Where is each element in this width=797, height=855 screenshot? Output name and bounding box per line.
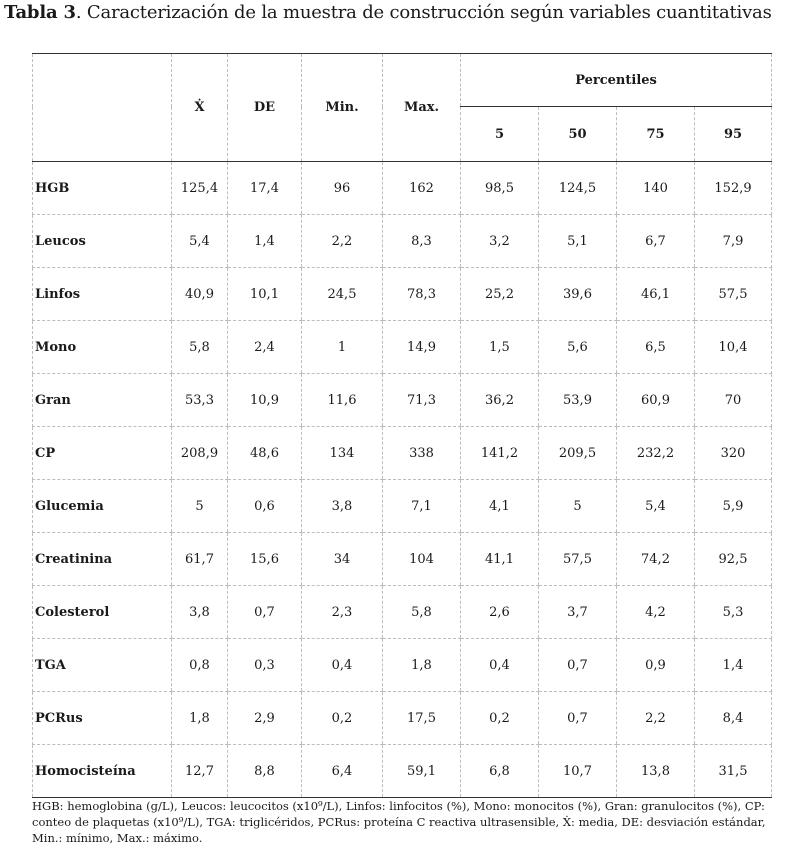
cell-p95: 31,5	[695, 745, 772, 798]
table-row	[33, 215, 772, 268]
cell-p50: 39,6	[539, 268, 617, 321]
table-row	[33, 586, 772, 639]
cell-p75: 140	[617, 162, 695, 215]
cell-min: 2,3	[302, 586, 383, 639]
cell-de: 48,6	[228, 427, 302, 480]
header-row-top	[33, 54, 772, 107]
cell-max: 162	[383, 162, 461, 215]
row-label: PCRus	[33, 692, 172, 745]
cell-min: 2,2	[302, 215, 383, 268]
header-p5: 5	[461, 107, 539, 162]
cell-mean: 12,7	[172, 745, 228, 798]
cell-de: 0,7	[228, 586, 302, 639]
cell-p5: 98,5	[461, 162, 539, 215]
cell-mean: 5	[172, 480, 228, 533]
cell-p75: 6,7	[617, 215, 695, 268]
cell-p95: 8,4	[695, 692, 772, 745]
row-label: Gran	[33, 374, 172, 427]
cell-p95: 5,9	[695, 480, 772, 533]
cell-p50: 5,1	[539, 215, 617, 268]
cell-p95: 70	[695, 374, 772, 427]
cell-mean: 61,7	[172, 533, 228, 586]
cell-p5: 141,2	[461, 427, 539, 480]
table-row	[33, 692, 772, 745]
cell-min: 34	[302, 533, 383, 586]
cell-max: 14,9	[383, 321, 461, 374]
cell-p50: 5	[539, 480, 617, 533]
cell-max: 59,1	[383, 745, 461, 798]
cell-p50: 0,7	[539, 639, 617, 692]
cell-p5: 2,6	[461, 586, 539, 639]
cell-mean: 0,8	[172, 639, 228, 692]
cell-de: 1,4	[228, 215, 302, 268]
table-row	[33, 162, 772, 215]
cell-de: 2,4	[228, 321, 302, 374]
cell-max: 17,5	[383, 692, 461, 745]
cell-p5: 4,1	[461, 480, 539, 533]
cell-p50: 124,5	[539, 162, 617, 215]
header-variable	[33, 54, 172, 162]
cell-p5: 0,2	[461, 692, 539, 745]
cell-de: 10,1	[228, 268, 302, 321]
header-min: Min.	[302, 54, 383, 162]
cell-p5: 0,4	[461, 639, 539, 692]
cell-p75: 6,5	[617, 321, 695, 374]
cell-p5: 25,2	[461, 268, 539, 321]
cell-de: 0,3	[228, 639, 302, 692]
cell-min: 11,6	[302, 374, 383, 427]
table-caption	[4, 2, 772, 23]
row-label: Colesterol	[33, 586, 172, 639]
cell-min: 134	[302, 427, 383, 480]
cell-max: 7,1	[383, 480, 461, 533]
cell-mean: 5,4	[172, 215, 228, 268]
cell-p50: 3,7	[539, 586, 617, 639]
table-title: . Caracterización de la muestra de construcción según variables cuantitativas	[75, 2, 772, 23]
table-number: Tabla 3	[4, 2, 76, 23]
table-row	[33, 639, 772, 692]
cell-mean: 5,8	[172, 321, 228, 374]
header-de: DE	[228, 54, 302, 162]
cell-p50: 0,7	[539, 692, 617, 745]
cell-p5: 6,8	[461, 745, 539, 798]
cell-p5: 3,2	[461, 215, 539, 268]
cell-p50: 5,6	[539, 321, 617, 374]
table-body	[33, 162, 772, 798]
row-label: Homocisteína	[33, 745, 172, 798]
header-percentiles: Percentiles	[461, 54, 772, 107]
cell-max: 71,3	[383, 374, 461, 427]
cell-mean: 125,4	[172, 162, 228, 215]
cell-min: 6,4	[302, 745, 383, 798]
table-row	[33, 533, 772, 586]
cell-max: 78,3	[383, 268, 461, 321]
header-max: Max.	[383, 54, 461, 162]
table-row	[33, 268, 772, 321]
header-mean: Ẋ	[172, 54, 228, 162]
cell-p75: 2,2	[617, 692, 695, 745]
cell-max: 8,3	[383, 215, 461, 268]
cell-p95: 152,9	[695, 162, 772, 215]
cell-p50: 209,5	[539, 427, 617, 480]
table-row	[33, 321, 772, 374]
cell-de: 10,9	[228, 374, 302, 427]
cell-p5: 1,5	[461, 321, 539, 374]
header-p95: 95	[695, 107, 772, 162]
cell-min: 0,4	[302, 639, 383, 692]
cell-max: 104	[383, 533, 461, 586]
data-table-container	[32, 53, 771, 798]
cell-min: 1	[302, 321, 383, 374]
cell-mean: 53,3	[172, 374, 228, 427]
cell-p50: 10,7	[539, 745, 617, 798]
data-table	[32, 53, 772, 798]
cell-p75: 13,8	[617, 745, 695, 798]
cell-de: 15,6	[228, 533, 302, 586]
cell-min: 0,2	[302, 692, 383, 745]
row-label: Linfos	[33, 268, 172, 321]
cell-p95: 1,4	[695, 639, 772, 692]
cell-min: 24,5	[302, 268, 383, 321]
cell-p5: 41,1	[461, 533, 539, 586]
cell-min: 96	[302, 162, 383, 215]
cell-p95: 7,9	[695, 215, 772, 268]
cell-p75: 60,9	[617, 374, 695, 427]
cell-mean: 208,9	[172, 427, 228, 480]
cell-mean: 40,9	[172, 268, 228, 321]
row-label: TGA	[33, 639, 172, 692]
cell-p50: 53,9	[539, 374, 617, 427]
table-row	[33, 374, 772, 427]
cell-p95: 92,5	[695, 533, 772, 586]
cell-p95: 10,4	[695, 321, 772, 374]
cell-p75: 46,1	[617, 268, 695, 321]
cell-mean: 3,8	[172, 586, 228, 639]
row-label: Mono	[33, 321, 172, 374]
table-footnote: HGB: hemoglobina (g/L), Leucos: leucocitos (x10⁹/L), Linfos: linfocitos (%), Mono: monocitos (%), Gran: granulocitos (%), CP: conteo de plaquetas (x10⁹/L), TGA: triglicéridos, PCRus: proteína C reactiva ultrasensible, Ẋ: media, DE: desviación estándar, Min.: mínimo, Max.: máximo.	[32, 799, 766, 845]
cell-min: 3,8	[302, 480, 383, 533]
cell-p75: 0,9	[617, 639, 695, 692]
cell-max: 1,8	[383, 639, 461, 692]
row-label: CP	[33, 427, 172, 480]
cell-p75: 232,2	[617, 427, 695, 480]
table-row	[33, 480, 772, 533]
header-p75: 75	[617, 107, 695, 162]
row-label: HGB	[33, 162, 172, 215]
cell-de: 2,9	[228, 692, 302, 745]
cell-max: 5,8	[383, 586, 461, 639]
cell-p75: 74,2	[617, 533, 695, 586]
cell-de: 8,8	[228, 745, 302, 798]
cell-max: 338	[383, 427, 461, 480]
cell-mean: 1,8	[172, 692, 228, 745]
cell-p75: 5,4	[617, 480, 695, 533]
cell-p95: 57,5	[695, 268, 772, 321]
table-row	[33, 427, 772, 480]
row-label: Creatinina	[33, 533, 172, 586]
cell-p75: 4,2	[617, 586, 695, 639]
cell-p5: 36,2	[461, 374, 539, 427]
cell-p50: 57,5	[539, 533, 617, 586]
table-row	[33, 745, 772, 798]
cell-de: 0,6	[228, 480, 302, 533]
cell-p95: 5,3	[695, 586, 772, 639]
row-label: Glucemia	[33, 480, 172, 533]
row-label: Leucos	[33, 215, 172, 268]
cell-de: 17,4	[228, 162, 302, 215]
header-p50: 50	[539, 107, 617, 162]
cell-p95: 320	[695, 427, 772, 480]
